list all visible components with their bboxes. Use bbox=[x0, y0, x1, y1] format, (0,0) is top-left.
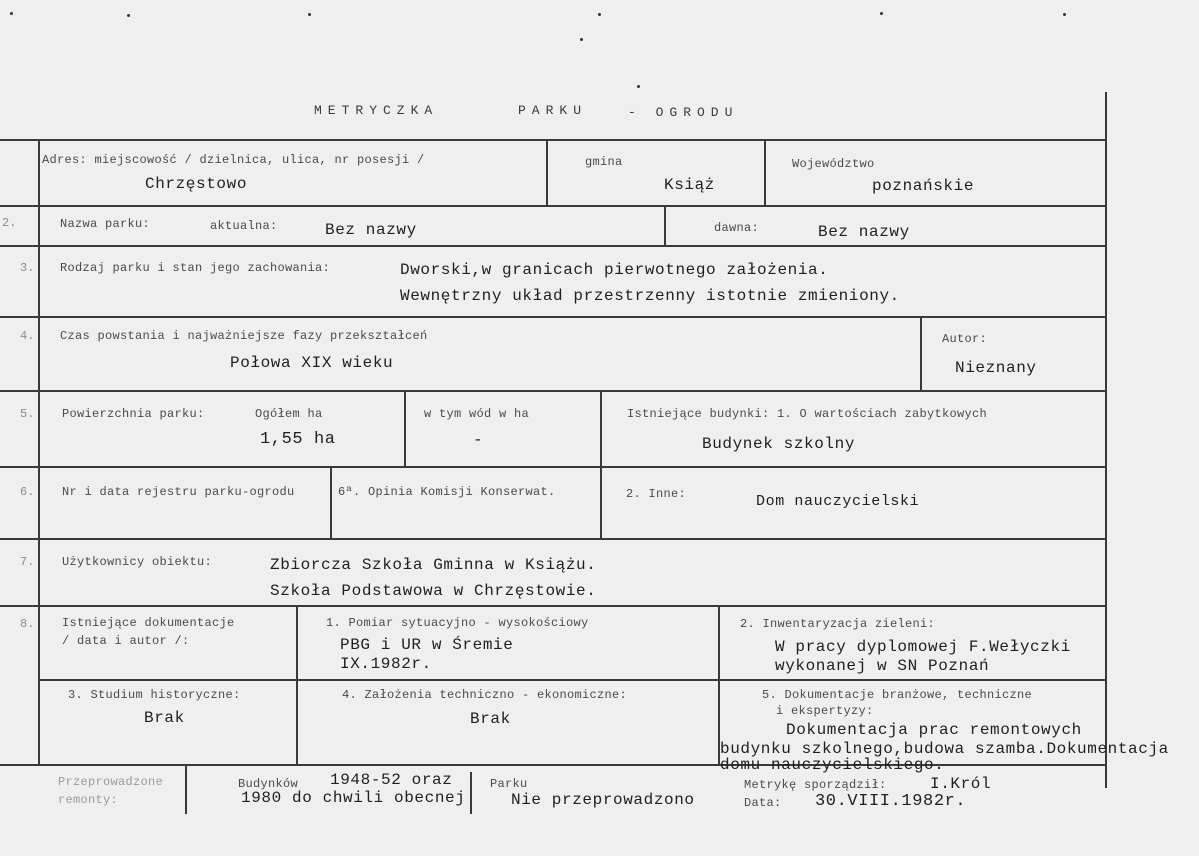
building-repairs-label: Budynków bbox=[238, 777, 299, 791]
row1-divider-a bbox=[546, 139, 548, 205]
old-name-label: dawna: bbox=[714, 221, 760, 235]
voivodeship-value: poznańskie bbox=[872, 177, 975, 195]
conservator-opinion-label: 6ª. Opinia Komisji Konserwat. bbox=[338, 485, 556, 499]
gmina-label: gmina bbox=[585, 155, 623, 169]
current-name-label: aktualna: bbox=[210, 219, 278, 233]
survey-line2: IX.1982r. bbox=[340, 655, 432, 673]
rule-9 bbox=[40, 679, 1106, 681]
branch-docs-line1: Dokumentacja prac remontowych bbox=[786, 721, 1082, 739]
title-metryczka: METRYCZKA bbox=[314, 103, 439, 118]
row1-divider-b bbox=[764, 139, 766, 205]
old-name-value: Bez nazwy bbox=[818, 223, 910, 241]
building-repairs-line1: 1948-52 oraz bbox=[330, 771, 453, 789]
branch-docs-label-1: 5. Dokumentacje branżowe, techniczne bbox=[762, 688, 1033, 702]
date-label: Data: bbox=[744, 796, 782, 810]
origin-value: Połowa XIX wieku bbox=[230, 354, 394, 372]
date-value: 30.VIII.1982r. bbox=[815, 792, 967, 811]
punch-dot bbox=[1063, 13, 1066, 16]
current-name-value: Bez nazwy bbox=[325, 221, 417, 239]
docs-label-1: Istniejące dokumentacje bbox=[62, 616, 235, 630]
rule-4 bbox=[0, 316, 1106, 318]
author-value: Nieznany bbox=[955, 359, 1037, 377]
row3-number: 3. bbox=[20, 261, 35, 275]
rule-8 bbox=[0, 605, 1106, 607]
other-buildings-label: 2. Inne: bbox=[626, 487, 687, 501]
row10-divider-b bbox=[470, 772, 472, 814]
register-label: Nr i data rejestru parku-ogrodu bbox=[62, 485, 295, 499]
rule-1 bbox=[0, 139, 1106, 141]
area-label: Powierzchnia parku: bbox=[62, 407, 205, 421]
row8-number: 8. bbox=[20, 617, 35, 631]
water-area-label: w tym wód w ha bbox=[424, 407, 530, 421]
author-label: Autor: bbox=[942, 332, 988, 346]
row8-divider-a bbox=[296, 605, 298, 764]
row2-number: 2. bbox=[2, 216, 17, 230]
gmina-value: Książ bbox=[664, 176, 716, 194]
address-label: Adres: miejscowość / dzielnica, ulica, nr posesji / bbox=[42, 153, 425, 167]
row5-divider-b bbox=[600, 390, 602, 466]
punch-dot bbox=[127, 14, 130, 17]
row2-divider bbox=[664, 205, 666, 245]
prepared-by-label: Metrykę sporządził: bbox=[744, 778, 887, 792]
greenery-line2: wykonanej w SN Poznań bbox=[775, 657, 990, 675]
users-line2: Szkoła Podstawowa w Chrzęstowie. bbox=[270, 582, 597, 600]
historical-study-value: Brak bbox=[144, 709, 185, 727]
total-area-label: Ogółem ha bbox=[255, 407, 323, 421]
branch-docs-line2: budynku szkolnego,budowa szamba.Dokumentacja bbox=[720, 740, 1169, 758]
tech-eco-label: 4. Założenia techniczno - ekonomiczne: bbox=[342, 688, 628, 702]
punch-dot bbox=[10, 12, 13, 15]
park-type-label: Rodzaj parku i stan jego zachowania: bbox=[60, 261, 331, 275]
repairs-label-2: remonty: bbox=[58, 793, 119, 807]
docs-label-2: / data i autor /: bbox=[62, 634, 190, 648]
punch-dot bbox=[598, 13, 601, 16]
left-margin bbox=[38, 139, 40, 764]
rule-5 bbox=[0, 390, 1106, 392]
branch-docs-label-2: i ekspertyzy: bbox=[776, 704, 874, 718]
total-area-value: 1,55 ha bbox=[260, 430, 336, 449]
title-parku: PARKU bbox=[518, 103, 588, 118]
other-buildings-value: Dom nauczycielski bbox=[756, 493, 920, 510]
greenery-line1: W pracy dyplomowej F.Wełyczki bbox=[775, 638, 1071, 656]
rule-3 bbox=[0, 245, 1106, 247]
users-label: Użytkownicy obiektu: bbox=[62, 555, 213, 569]
row6-number: 6. bbox=[20, 485, 35, 499]
row4-divider bbox=[920, 316, 922, 390]
punch-dot bbox=[308, 13, 311, 16]
row6-divider-b bbox=[600, 466, 602, 538]
rule-2 bbox=[0, 205, 1106, 207]
rule-7 bbox=[0, 538, 1106, 540]
water-area-value: - bbox=[473, 431, 484, 449]
building-repairs-line2: 1980 do chwili obecnej bbox=[241, 789, 466, 807]
buildings-label: Istniejące budynki: 1. O wartościach zabytkowych bbox=[627, 407, 988, 421]
park-repairs-label: Parku bbox=[490, 777, 528, 791]
punch-dot bbox=[637, 85, 640, 88]
address-value: Chrzęstowo bbox=[145, 175, 248, 193]
voivodeship-label: Województwo bbox=[792, 157, 875, 171]
buildings-value: Budynek szkolny bbox=[702, 435, 856, 453]
park-type-line2: Wewnętrzny układ przestrzenny istotnie zmieniony. bbox=[400, 287, 900, 305]
repairs-label-1: Przeprowadzone bbox=[58, 775, 164, 789]
rule-6 bbox=[0, 466, 1106, 468]
historical-study-label: 3. Studium historyczne: bbox=[68, 688, 241, 702]
row6-divider-a bbox=[330, 466, 332, 538]
title-ogrodu: - OGRODU bbox=[628, 105, 739, 120]
branch-docs-line3: domu nauczycielskiego. bbox=[720, 756, 945, 774]
origin-label: Czas powstania i najważniejsze fazy przekształceń bbox=[60, 329, 428, 343]
row5-divider-a bbox=[404, 390, 406, 466]
right-border bbox=[1105, 92, 1107, 788]
prepared-by-value: I.Król bbox=[930, 775, 992, 793]
park-type-line1: Dworski,w granicach pierwotnego założenia. bbox=[400, 261, 829, 279]
greenery-label: 2. Inwentaryzacja zieleni: bbox=[740, 617, 936, 631]
row7-number: 7. bbox=[20, 555, 35, 569]
punch-dot bbox=[580, 38, 583, 41]
survey-label: 1. Pomiar sytuacyjno - wysokościowy bbox=[326, 616, 589, 630]
row10-divider-a bbox=[185, 764, 187, 814]
tech-eco-value: Brak bbox=[470, 710, 511, 728]
row5-number: 5. bbox=[20, 407, 35, 421]
park-repairs-value: Nie przeprowadzono bbox=[511, 791, 695, 809]
row4-number: 4. bbox=[20, 329, 35, 343]
park-name-label: Nazwa parku: bbox=[60, 217, 151, 231]
users-line1: Zbiorcza Szkoła Gminna w Książu. bbox=[270, 556, 597, 574]
survey-line1: PBG i UR w Śremie bbox=[340, 636, 514, 654]
punch-dot bbox=[880, 12, 883, 15]
